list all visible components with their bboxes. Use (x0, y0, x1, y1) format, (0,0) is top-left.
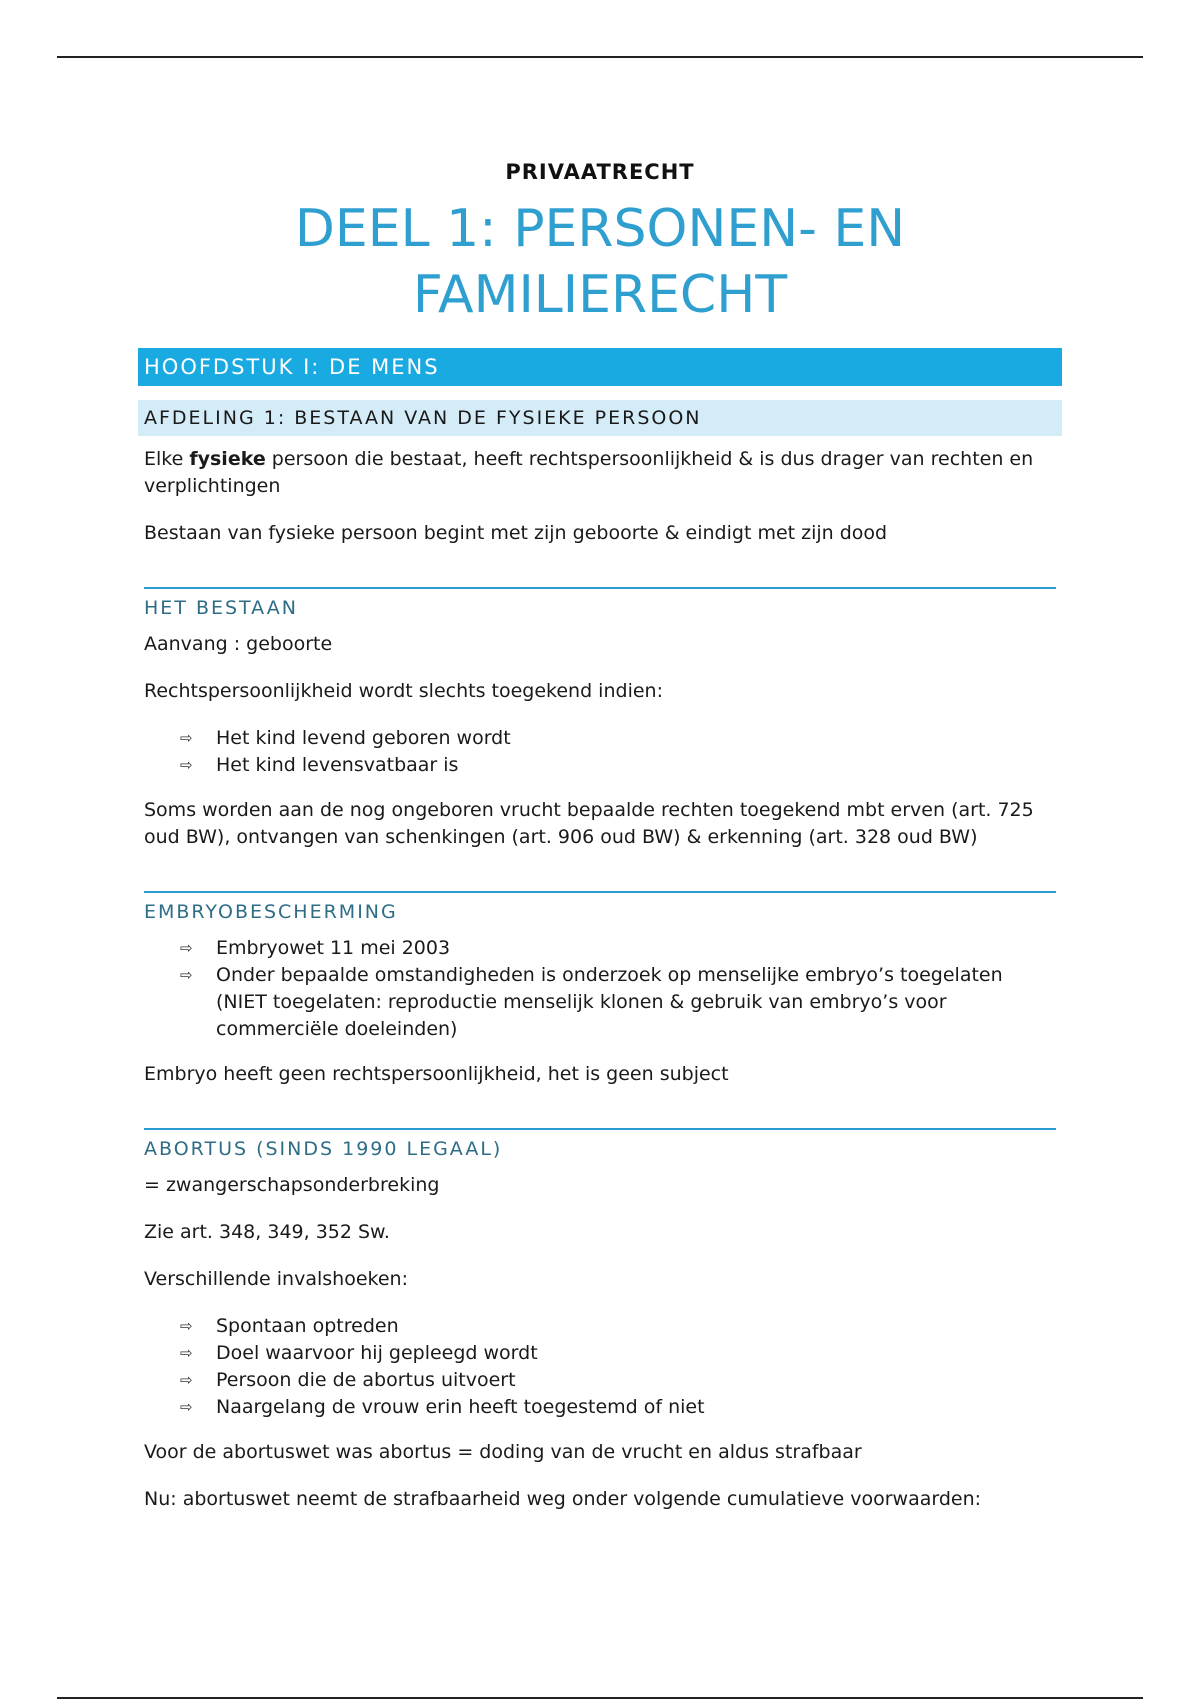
list-item (180, 1313, 1056, 1340)
abortus-paragraph-3: Verschillende invalshoeken: (144, 1268, 408, 1290)
document-title: DEEL 1: PERSONEN- EN FAMILIERECHT (294, 199, 906, 325)
arrow-icon: ⇨ (180, 756, 193, 774)
arrow-icon: ⇨ (180, 729, 193, 747)
list-item-text: Spontaan optreden (216, 1315, 399, 1337)
list-item (180, 1340, 1056, 1367)
arrow-icon: ⇨ (180, 1398, 193, 1416)
intro-bold-term: fysieke (189, 448, 266, 470)
bestaan-paragraph-3: Soms worden aan de nog ongeboren vrucht bepaalde rechten toegekend mbt erven (art. 725 oud BW), ontvangen van schenkingen (art. 906 oud BW) & erkenning (art. 328 oud BW) (144, 799, 1034, 848)
abortus-paragraph-2: Zie art. 348, 349, 352 Sw. (144, 1221, 390, 1243)
list-item (180, 1367, 1056, 1394)
list-item (180, 752, 1056, 779)
intro-paragraph-1 (144, 446, 1056, 520)
list-item-text: Persoon die de abortus uitvoert (216, 1369, 516, 1391)
list-item (180, 935, 1056, 962)
list-item-text: Naargelang de vrouw erin heeft toegestemd of niet (216, 1396, 705, 1418)
page-bottom-rule (57, 1697, 1143, 1699)
intro-text-start: Elke (144, 448, 190, 470)
abortus-paragraph-4: Voor de abortuswet was abortus = doding van de vrucht en aldus strafbaar (144, 1441, 862, 1463)
embryo-bullet-list (180, 935, 1056, 1061)
bestaan-paragraph-2: Rechtspersoonlijkheid wordt slechts toegekend indien: (144, 680, 663, 702)
heading-abortus: ABORTUS (SINDS 1990 LEGAAL) (144, 1128, 1056, 1162)
list-item-text: Doel waarvoor hij gepleegd wordt (216, 1342, 538, 1364)
arrow-icon: ⇨ (180, 1344, 193, 1362)
page-top-rule (57, 56, 1143, 58)
heading-het-bestaan: HET BESTAAN (144, 587, 1056, 621)
section-heading: AFDELING 1: BESTAAN VAN DE FYSIEKE PERSOON (138, 400, 1062, 436)
intro-paragraph-2: Bestaan van fysieke persoon begint met zijn geboorte & eindigt met zijn dood (144, 522, 888, 544)
document-body (138, 140, 1062, 1533)
document-kicker: PRIVAATRECHT (505, 160, 695, 184)
intro-text-end: persoon die bestaat, heeft rechtspersoonlijkheid & is dus drager van rechten en verplichtingen (144, 448, 1034, 497)
bestaan-bullet-list (180, 725, 1056, 797)
list-item-text: Het kind levend geboren wordt (216, 727, 511, 749)
arrow-icon: ⇨ (180, 1317, 193, 1335)
list-item (180, 725, 1056, 752)
abortus-paragraph-5: Nu: abortuswet neemt de strafbaarheid weg onder volgende cumulatieve voorwaarden: (144, 1488, 982, 1510)
arrow-icon: ⇨ (180, 939, 193, 957)
arrow-icon: ⇨ (180, 966, 193, 984)
list-item (180, 962, 1056, 1043)
chapter-heading: HOOFDSTUK I: DE MENS (138, 348, 1062, 386)
abortus-bullet-list (180, 1313, 1056, 1439)
abortus-paragraph-1: = zwangerschapsonderbreking (144, 1174, 440, 1196)
list-item-text: Onder bepaalde omstandigheden is onderzoek op menselijke embryo’s toegelaten (NIET toegelaten: reproductie menselijk klonen & gebruik van embryo’s voor commerciële doeleinden) (216, 964, 1003, 1040)
embryo-paragraph-1: Embryo heeft geen rechtspersoonlijkheid, het is geen subject (144, 1063, 729, 1085)
list-item (180, 1394, 1056, 1421)
list-item-text: Embryowet 11 mei 2003 (216, 937, 451, 959)
list-item-text: Het kind levensvatbaar is (216, 754, 459, 776)
arrow-icon: ⇨ (180, 1371, 193, 1389)
heading-embryobescherming: EMBRYOBESCHERMING (144, 891, 1056, 925)
bestaan-paragraph-1: Aanvang : geboorte (144, 633, 333, 655)
